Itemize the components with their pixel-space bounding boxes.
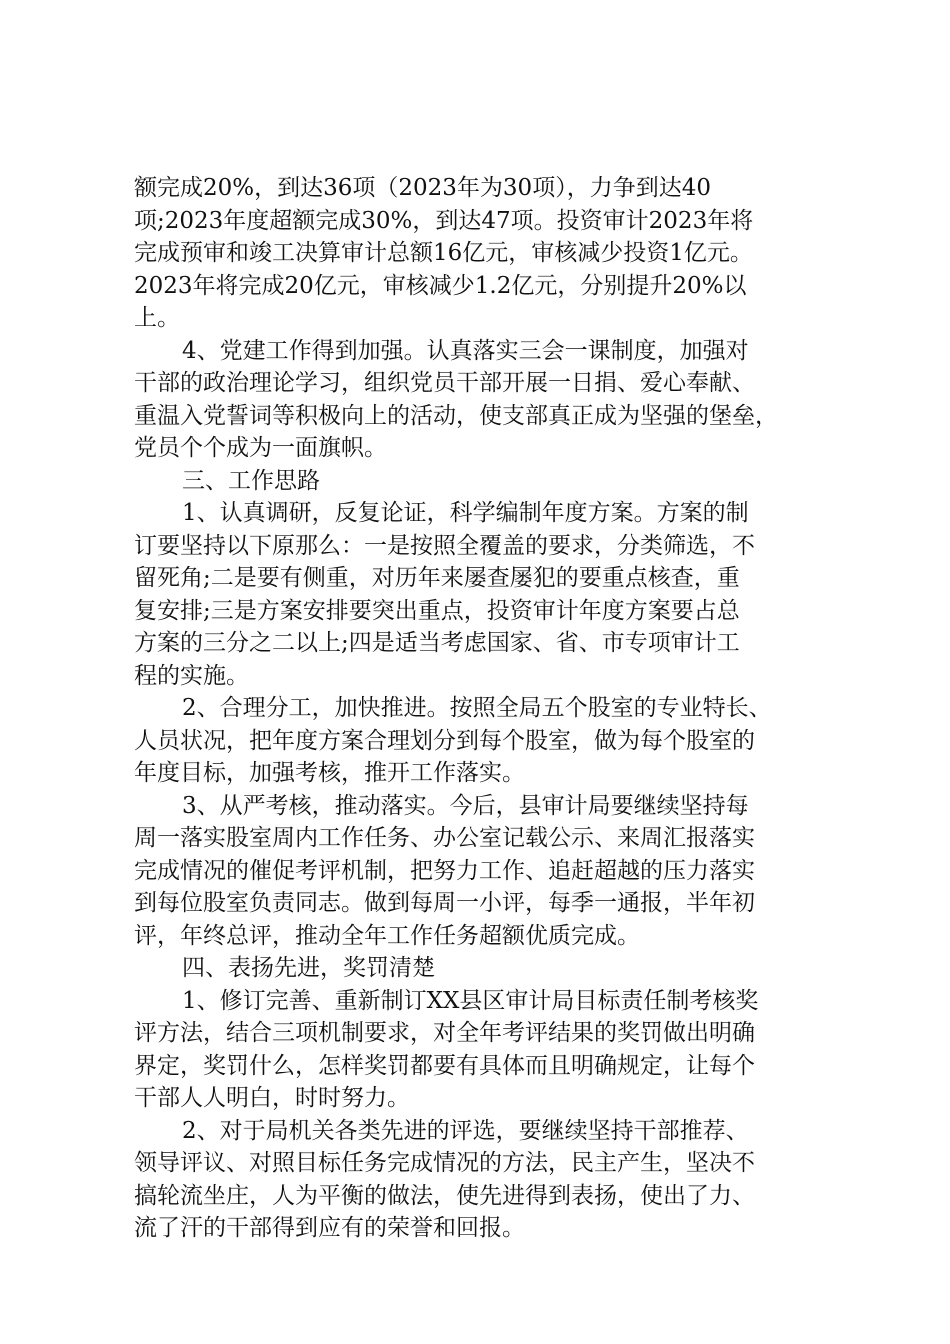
paragraph-line: 干部的政治理论学习，组织党员干部开展一日捐、爱心奉献、 xyxy=(134,370,755,396)
paragraph-line: 项;2023年度超额完成30%，到达47项。投资审计2023年将 xyxy=(134,207,754,234)
paragraph-line: 额完成20%，到达36项（2023年为30项），力争到达40 xyxy=(134,175,711,201)
paragraph-first-line: 1、修订完善、重新制订XX县区审计局目标责任制考核奖 xyxy=(182,987,759,1014)
paragraph-line: 上。 xyxy=(134,305,180,331)
paragraph-line: 党员个个成为一面旗帜。 xyxy=(134,435,387,461)
paragraph-line: 人员状况，把年度方案合理划分到每个股室，做为每个股室的 xyxy=(134,727,755,754)
paragraph-line: 完成预审和竣工决算审计总额16亿元，审核减少投资1亿元。 xyxy=(134,240,753,266)
paragraph-first-line: 2、对于局机关各类先进的评选，要继续坚持干部推荐、 xyxy=(182,1117,749,1144)
paragraph-line: 评方法，结合三项机制要求，对全年考评结果的奖罚做出明确 xyxy=(134,1020,755,1046)
paragraph-line: 搞轮流坐庄，人为平衡的做法，使先进得到表扬，使出了力、 xyxy=(134,1182,755,1209)
paragraph-line: 评，年终总评，推动全年工作任务超额优质完成。 xyxy=(134,922,640,949)
paragraph-first-line: 3、从严考核，推动落实。今后，县审计局要继续坚持每 xyxy=(182,792,749,819)
paragraph-line: 周一落实股室周内工作任务、办公室记载公示、来周汇报落实 xyxy=(134,825,755,851)
paragraph-first-line: 三、工作思路 xyxy=(182,467,320,494)
paragraph-first-line: 1、认真调研，反复论证，科学编制年度方案。方案的制 xyxy=(182,500,749,526)
paragraph-line: 复安排;三是方案安排要突出重点，投资审计年度方案要占总 xyxy=(134,597,740,624)
paragraph-line: 重温入党誓词等积极向上的活动，使支部真正成为坚强的堡垒， xyxy=(134,402,778,429)
paragraph-line: 领导评议、对照目标任务完成情况的方法，民主产生，坚决不 xyxy=(134,1150,755,1176)
paragraph-line: 界定，奖罚什么，怎样奖罚都要有具体而且明确规定，让每个 xyxy=(134,1052,755,1079)
paragraph-first-line: 2、合理分工，加快推进。按照全局五个股室的专业特长、 xyxy=(182,695,772,721)
paragraph-line: 留死角;二是要有侧重，对历年来屡查屡犯的要重点核查，重 xyxy=(134,565,740,591)
paragraph-line: 2023年将完成20亿元，审核减少1.2亿元，分别提升20%以 xyxy=(134,272,747,299)
paragraph-line: 流了汗的干部得到应有的荣誉和回报。 xyxy=(134,1215,525,1241)
paragraph-line: 到每位股室负责同志。做到每周一小评，每季一通报，半年初 xyxy=(134,890,755,916)
paragraph-line: 完成情况的催促考评机制，把努力工作、追赶超越的压力落实 xyxy=(134,857,755,884)
paragraph-line: 年度目标，加强考核，推开工作落实。 xyxy=(134,760,525,786)
paragraph-line: 方案的三分之二以上;四是适当考虑国家、省、市专项审计工 xyxy=(134,630,740,656)
paragraph-line: 程的实施。 xyxy=(134,662,249,689)
paragraph-first-line: 四、表扬先进，奖罚清楚 xyxy=(182,955,435,981)
paragraph-line: 订要坚持以下原那么：一是按照全覆盖的要求，分类筛选，不 xyxy=(134,532,755,559)
paragraph-line: 干部人人明白，时时努力。 xyxy=(134,1085,410,1111)
paragraph-first-line: 4、党建工作得到加强。认真落实三会一课制度，加强对 xyxy=(182,337,749,364)
document-body xyxy=(134,172,834,1245)
